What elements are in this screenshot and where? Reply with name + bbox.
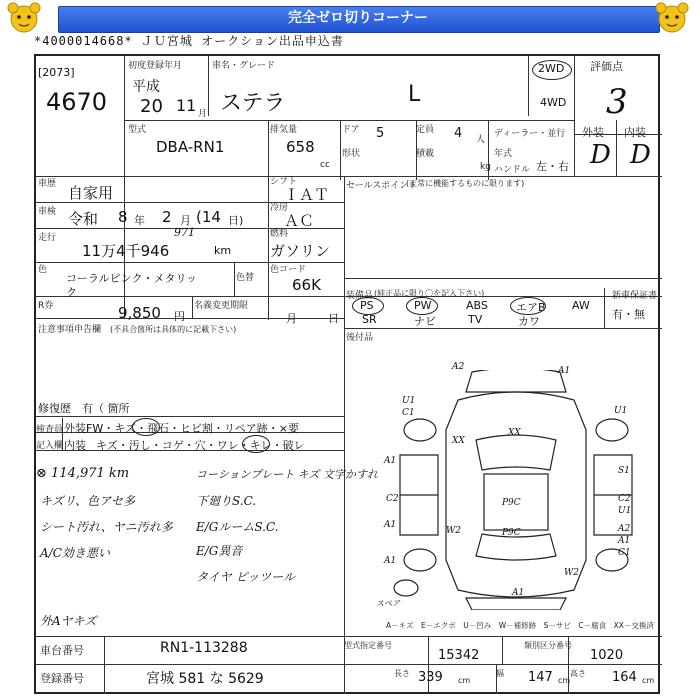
damage-mark: A2: [452, 362, 465, 372]
history-value: 自家用: [68, 184, 114, 202]
ac-label: 冷房: [270, 203, 289, 213]
notes-label: 注意事項申告欄: [38, 325, 102, 335]
equip-pw: PW: [414, 299, 432, 312]
repair-history: 修復歴 有（ 箇所: [38, 402, 130, 415]
ac-value: ＡＣ: [284, 212, 315, 230]
capacity-unit: 人: [476, 135, 486, 145]
color-code: 66K: [292, 276, 321, 294]
height-unit: cm: [642, 676, 655, 685]
reg-label: 初度登録年月: [128, 61, 183, 71]
width-unit: cm: [558, 676, 571, 685]
wheel-rear-left: [404, 549, 436, 571]
inspect-int-label: 内装: [64, 439, 86, 452]
bear-mascot-icon: [652, 1, 692, 35]
equip-navi: ナビ: [414, 315, 436, 328]
year-label: 年式: [494, 149, 513, 159]
equip-ps: PS: [360, 299, 374, 312]
circle-mark: [132, 418, 160, 436]
hand-note: E/GルームS.C.: [196, 520, 279, 534]
load-kg: kg: [480, 162, 491, 172]
inspect-int: キズ・汚し・コゲ・穴・ワレ・キレ・破レ: [96, 439, 305, 452]
recycle-value: 9,850: [118, 304, 161, 322]
sales-label: セールスポイント: [346, 181, 418, 191]
displacement-unit: cc: [320, 160, 330, 170]
drive-2wd: 2WD: [538, 62, 565, 75]
drive-4wd: 4WD: [540, 96, 567, 109]
doors-label: ドア: [342, 125, 360, 135]
notes-sub: (不具合箇所は具体的に記載下さい): [110, 325, 237, 334]
damage-mark: スペア: [376, 599, 400, 608]
reg-month-suffix: 月: [198, 109, 208, 119]
damage-mark: A1: [384, 520, 397, 530]
damage-mark: C2: [618, 494, 631, 504]
int-label: 内装: [624, 126, 646, 139]
model-label: 型式: [128, 125, 147, 135]
capacity-label: 定員: [416, 125, 435, 135]
name-change-label: 名義変更期限: [194, 301, 249, 311]
inspection-month-suffix: 月: [180, 214, 191, 227]
fuel-label: 燃料: [270, 229, 289, 239]
equip-sr: SR: [362, 313, 377, 326]
damage-mark: W2: [564, 568, 579, 578]
equip-aw: AW: [572, 299, 590, 312]
circle-mark: [510, 297, 546, 315]
frame-number: RN1-113288: [160, 640, 248, 656]
shape-label: 形状: [342, 149, 361, 159]
reg-number: 宮城 581 な 5629: [146, 671, 264, 687]
inspect-ext: FW・キズ・飛石・ヒビ割・リペア跡・×要: [86, 422, 299, 435]
damage-mark: A1: [384, 456, 397, 466]
shift-value: ＩＡＴ: [284, 186, 330, 204]
color-label: 色: [38, 265, 48, 275]
inspection-year-suffix: 年: [134, 214, 145, 227]
damage-mark: XX: [452, 436, 465, 446]
hand-note: シート汚れ、ヤニ汚れ多: [40, 520, 173, 534]
int-grade: D: [630, 140, 651, 170]
wheel-front-right: [596, 419, 628, 441]
damage-mark: A1: [384, 556, 397, 566]
equip-leather: カワ: [518, 315, 540, 328]
reg-year: 20: [140, 96, 163, 117]
handle-value: 左・右: [536, 160, 569, 173]
hand-note: タイヤ ピッツール: [196, 570, 295, 584]
reg-number-label: 登録番号: [40, 672, 84, 685]
height-label: 高さ: [570, 669, 586, 678]
ext-grade: D: [590, 140, 611, 170]
equip-tv: TV: [468, 313, 483, 326]
capacity-value: 4: [454, 126, 463, 141]
damage-mark: A1: [512, 588, 525, 598]
reg-era: 平成: [132, 79, 160, 95]
equipment-label: 装備品: [346, 291, 374, 301]
circle-mark: [242, 435, 270, 453]
hand-note: 外Aヤキズ: [40, 614, 97, 628]
color-change-label: 色替: [236, 273, 255, 283]
rear-bumper: [466, 598, 566, 610]
equipment-sub: (純正品に限り〇を記入下さい): [374, 289, 485, 298]
length-label: 長さ: [394, 669, 410, 678]
damage-mark: W2: [446, 526, 461, 536]
wheel-front-left: [404, 419, 436, 441]
length-value: 339: [418, 670, 443, 685]
width-label: 幅: [496, 669, 504, 678]
damage-mark: XX: [508, 428, 521, 438]
circle-mark: [352, 297, 384, 315]
damage-mark: S1: [618, 466, 630, 476]
category-number: 1020: [590, 648, 624, 663]
hand-note: 下廻りS.C.: [196, 494, 257, 508]
lot-number: 4670: [46, 88, 108, 116]
width-value: 147: [528, 670, 553, 685]
shift-label: シフト: [270, 177, 298, 187]
displacement-value: 658: [286, 138, 315, 156]
hand-note: ⊗ 114,971 km: [36, 466, 130, 481]
damage-mark: P9C: [502, 528, 521, 538]
circle-mark: [406, 297, 438, 315]
handle-label: ハンドル: [494, 165, 531, 175]
damage-mark: P9C: [502, 498, 521, 508]
inspection-day-suffix: 日): [228, 214, 244, 227]
frame-label: 車台番号: [40, 644, 84, 657]
history-label: 車歴: [38, 179, 57, 189]
mileage-unit: km: [214, 244, 232, 257]
damage-mark: C1: [402, 408, 415, 418]
mileage-label: 走行: [38, 233, 57, 243]
inspect-label-1: 検査員: [36, 425, 64, 435]
damage-mark: C1: [618, 548, 631, 558]
spare-tire: [394, 580, 418, 596]
fuel-value: ガソリン: [270, 242, 331, 260]
car-body-outline: [446, 392, 586, 597]
load-label: 積載: [416, 149, 435, 159]
mileage-corrected: 971: [174, 226, 195, 239]
recycle-unit: 円: [174, 310, 185, 323]
car-grade: L: [408, 82, 421, 107]
damage-mark: A1: [558, 366, 571, 376]
damage-legend: A－キズ E－エクボ U－凹み W－補修跡 S－サビ C－腐食 XX－交換済: [386, 621, 654, 630]
color-value-2: ク: [66, 286, 77, 299]
damage-mark: U1: [614, 406, 628, 416]
after-label: 後付品: [346, 333, 374, 343]
inspection-era: 令和: [68, 210, 99, 228]
type-number: 15342: [438, 648, 480, 663]
color-value-1: コーラルピンク・メタリッ: [66, 272, 198, 285]
name-change-month: 月: [286, 312, 297, 325]
lot-code: [2073]: [38, 66, 75, 79]
sales-sub: (正常に機能するものに限ります): [406, 179, 525, 188]
car-label: 車名・グレード: [212, 61, 276, 71]
inspection-month: 2: [162, 208, 172, 226]
hand-note: E/G異音: [196, 544, 243, 558]
windshield: [476, 435, 556, 470]
barcode-header: *4000014668* ＪＵ宮城 オークション出品申込書: [34, 34, 344, 48]
rating-score: 3: [606, 82, 628, 122]
inspect-label-2: 記入欄: [36, 441, 64, 451]
color-code-label: 色コード: [270, 265, 307, 275]
damage-mark: U1: [402, 396, 416, 406]
banner: [0, 0, 700, 36]
model-value: DBA-RN1: [156, 138, 225, 156]
equip-abs: ABS: [466, 299, 488, 312]
recycle-label: R券: [38, 301, 54, 311]
length-unit: cm: [458, 676, 471, 685]
new-warranty-value: 有・無: [612, 308, 645, 321]
hand-note: A/C効き悪い: [40, 546, 110, 560]
bear-mascot-icon: [4, 1, 44, 35]
damage-mark: C2: [386, 494, 399, 504]
new-warranty-label: 新車保証書: [612, 291, 658, 301]
hand-note: コーションプレート キズ 文字かすれ: [196, 468, 378, 481]
reg-month: 11: [176, 96, 197, 115]
type-label: 型式指定番号: [344, 641, 392, 650]
dealer-label: ディーラー・並行: [494, 129, 566, 139]
damage-mark: U1: [618, 506, 632, 516]
mileage-value: 11万4千946: [82, 242, 170, 260]
displacement-label: 排気量: [270, 125, 298, 135]
hand-note: キズリ、色アセ多: [40, 494, 136, 508]
rating-label: 評価点: [590, 60, 623, 73]
inspect-ext-label: 外装: [64, 422, 86, 435]
doors-value: 5: [376, 126, 385, 141]
inspection-label: 車検: [38, 207, 57, 217]
damage-mark: A1: [618, 536, 631, 546]
category-label: 類別区分番号: [524, 641, 572, 650]
car-name: ステラ: [220, 91, 286, 116]
ext-label: 外装: [582, 126, 604, 139]
inspection-day: (14: [196, 208, 221, 226]
banner-title: 完全ゼロ切りコーナー: [288, 10, 428, 26]
name-change-day: 日: [328, 312, 339, 325]
inspection-year: 8: [118, 208, 128, 226]
equip-airbag: エアB: [516, 301, 546, 314]
damage-mark: A2: [618, 524, 631, 534]
height-value: 164: [612, 670, 637, 685]
front-bumper: [466, 370, 566, 392]
